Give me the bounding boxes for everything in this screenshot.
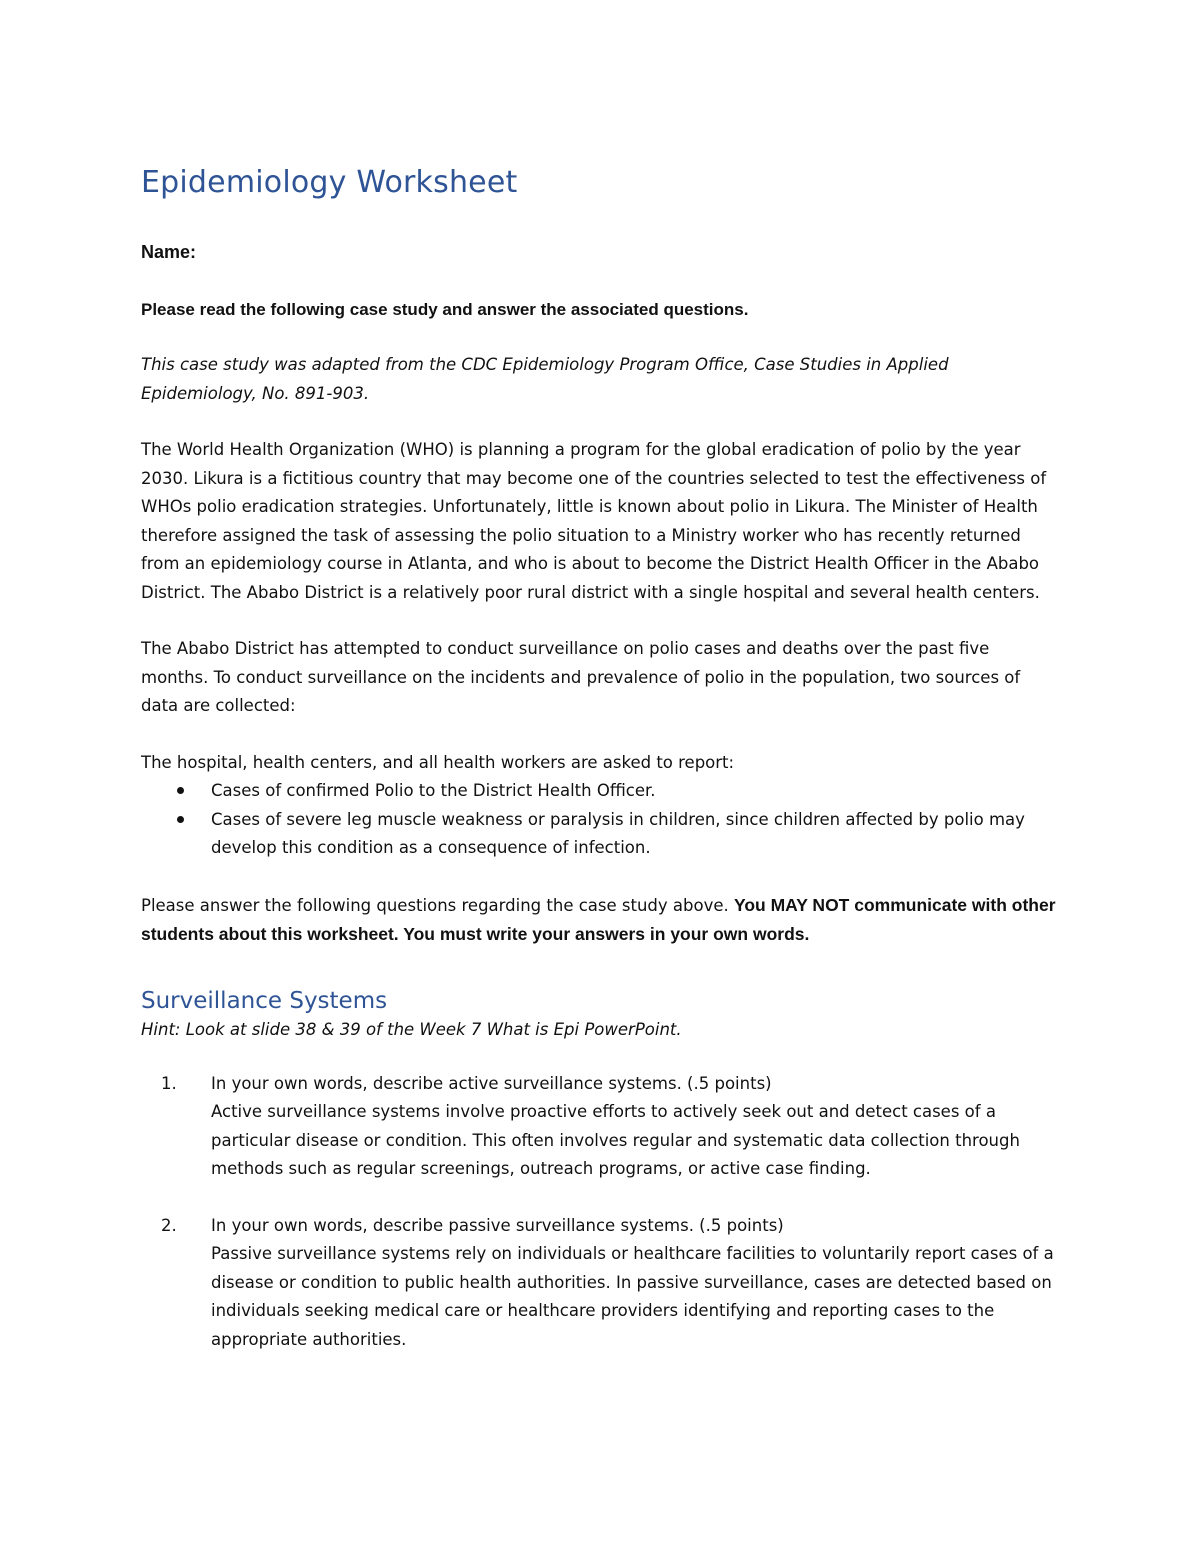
report-item-text: Cases of severe leg muscle weakness or paralysis in children, since children affected by polio may develop this condition as a consequence of infection.: [211, 809, 1025, 857]
question-number: 1.: [161, 1073, 177, 1093]
bullet-icon: [177, 816, 184, 823]
report-intro: The hospital, health centers, and all health workers are asked to report:: [141, 752, 735, 772]
document-title: Epidemiology Worksheet: [141, 165, 518, 200]
section-heading: Surveillance Systems: [141, 987, 388, 1014]
answer-warning: You MAY NOT communicate with other students about this worksheet. You must write your answers in your own words.: [141, 894, 1056, 944]
section-hint: Hint: Look at slide 38 & 39 of the Week 7 What is Epi PowerPoint.: [141, 1019, 682, 1039]
question-number: 2.: [161, 1215, 177, 1235]
instruction-text: Please read the following case study and answer the associated questions.: [141, 300, 749, 319]
case-paragraph-2: The Ababo District has attempted to conduct surveillance on polio cases and deaths over the past five months. To conduct surveillance on the incidents and prevalence of polio in the population, two sources of data are collected:: [141, 639, 1021, 715]
answer-text: Passive surveillance systems rely on individuals or healthcare facilities to voluntarily report cases of a disease or condition to public health authorities. In passive surveillance, cases are detected based on individuals seeking medical care or healthcare providers identifying and reporting cases to the appropriate authorities.: [211, 1244, 1054, 1349]
bullet-icon: [177, 787, 184, 794]
report-item: [141, 777, 1061, 806]
report-list: [141, 777, 1061, 863]
question-text: In your own words, describe passive surveillance systems. (.5 points): [211, 1215, 784, 1235]
answer-intro: Please answer the following questions regarding the case study above.: [141, 895, 729, 915]
name-label: Name:: [141, 242, 197, 262]
question-item: [141, 1212, 1061, 1355]
case-paragraph-1: The World Health Organization (WHO) is planning a program for the global eradication of polio by the year 2030. Likura is a fictitious country that may become one of the countries selected to test the effectiveness of WHOs polio eradication strategies. Unfortunately, little is known about polio in Likura. The Minister of Health therefore assigned the task of assessing the polio situation to a Ministry worker who has recently returned from an epidemiology course in Atlanta, and who is about to become the District Health Officer in the Ababo District. The Ababo District is a relatively poor rural district with a single hospital and several health centers.: [141, 440, 1047, 602]
source-note: This case study was adapted from the CDC Epidemiology Program Office, Case Studies in Applied Epidemiology, No. 891-903.: [141, 355, 949, 403]
answer-instructions: [141, 891, 1061, 950]
answer-text: Active surveillance systems involve proactive efforts to actively seek out and detect cases of a particular disease or condition. This often involves regular and systematic data collection through methods such as regular screenings, outreach programs, or active case finding.: [211, 1102, 1020, 1178]
report-item-text: Cases of confirmed Polio to the District Health Officer.: [211, 781, 656, 800]
question-item: [141, 1070, 1061, 1184]
report-item: [141, 806, 1061, 863]
document-page: [141, 160, 1061, 1354]
question-list: [141, 1070, 1061, 1355]
question-text: In your own words, describe active surveillance systems. (.5 points): [211, 1073, 772, 1093]
